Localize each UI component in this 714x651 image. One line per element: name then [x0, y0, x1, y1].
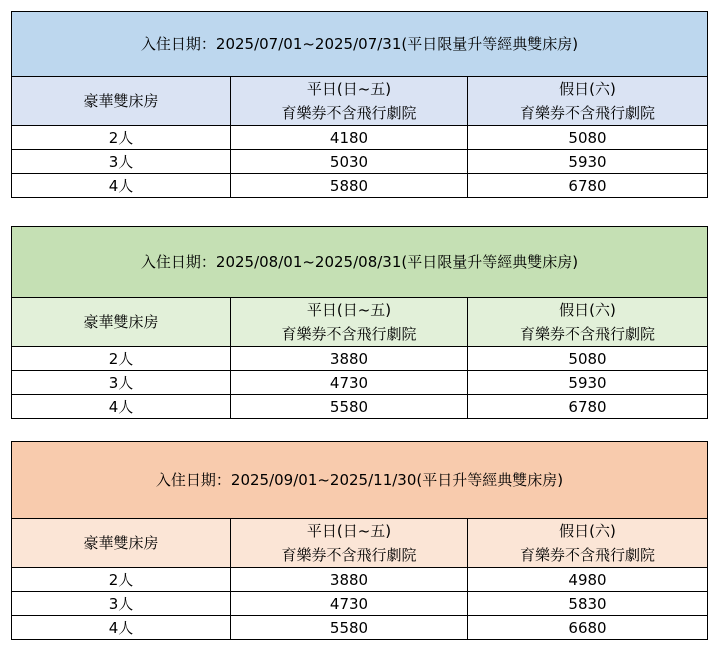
holiday-header-line1: 假日(六) [559, 301, 616, 319]
weekday-header-line2: 育樂券不含飛行劇院 [281, 104, 417, 122]
holiday-price-cell: 5830 [468, 592, 708, 616]
holiday-header [468, 298, 708, 347]
weekday-price-cell: 4730 [231, 592, 468, 616]
guests-cell: 3人 [12, 371, 231, 395]
holiday-price-cell: 5930 [468, 371, 708, 395]
guests-cell: 3人 [12, 592, 231, 616]
rate-table-september-november [11, 441, 708, 640]
weekday-price-cell: 5580 [231, 616, 468, 640]
weekday-price-cell: 4180 [231, 126, 468, 150]
holiday-header [468, 77, 708, 126]
weekday-header [231, 77, 468, 126]
rate-table-july [11, 11, 708, 198]
holiday-header-line2: 育樂券不含飛行劇院 [519, 325, 655, 343]
holiday-price-cell: 5930 [468, 150, 708, 174]
holiday-header-line1: 假日(六) [559, 80, 616, 98]
holiday-price-cell: 5080 [468, 347, 708, 371]
holiday-price-cell: 6780 [468, 174, 708, 198]
guests-cell: 2人 [12, 126, 231, 150]
guests-cell: 3人 [12, 150, 231, 174]
weekday-header-line2: 育樂券不含飛行劇院 [281, 325, 417, 343]
room-type-header: 豪華雙床房 [12, 77, 231, 126]
guests-cell: 2人 [12, 568, 231, 592]
holiday-price-cell: 6780 [468, 395, 708, 419]
guests-cell: 4人 [12, 174, 231, 198]
room-type-header: 豪華雙床房 [12, 519, 231, 568]
weekday-header-line1: 平日(日~五) [306, 301, 392, 319]
holiday-header-line1: 假日(六) [559, 522, 616, 540]
holiday-header-line2: 育樂券不含飛行劇院 [519, 104, 655, 122]
table-title: 入住日期：2025/09/01~2025/11/30(平日升等經典雙床房) [12, 442, 708, 519]
holiday-price-cell: 6680 [468, 616, 708, 640]
table-row [12, 568, 708, 592]
table-row [12, 174, 708, 198]
weekday-header-line2: 育樂券不含飛行劇院 [281, 546, 417, 564]
weekday-header [231, 519, 468, 568]
rate-table-august [11, 226, 708, 419]
weekday-price-cell: 4730 [231, 371, 468, 395]
weekday-price-cell: 5030 [231, 150, 468, 174]
guests-cell: 4人 [12, 616, 231, 640]
holiday-header [468, 519, 708, 568]
table-row [12, 395, 708, 419]
weekday-price-cell: 5880 [231, 174, 468, 198]
weekday-header-line1: 平日(日~五) [306, 522, 392, 540]
table-row [12, 126, 708, 150]
room-type-header: 豪華雙床房 [12, 298, 231, 347]
table-row [12, 616, 708, 640]
weekday-price-cell: 3880 [231, 568, 468, 592]
table-row [12, 347, 708, 371]
holiday-header-line2: 育樂券不含飛行劇院 [519, 546, 655, 564]
holiday-price-cell: 5080 [468, 126, 708, 150]
table-row [12, 150, 708, 174]
guests-cell: 4人 [12, 395, 231, 419]
weekday-price-cell: 3880 [231, 347, 468, 371]
guests-cell: 2人 [12, 347, 231, 371]
weekday-header-line1: 平日(日~五) [306, 80, 392, 98]
weekday-price-cell: 5580 [231, 395, 468, 419]
table-row [12, 592, 708, 616]
holiday-price-cell: 4980 [468, 568, 708, 592]
table-title: 入住日期：2025/07/01~2025/07/31(平日限量升等經典雙床房) [12, 12, 708, 77]
table-title: 入住日期：2025/08/01~2025/08/31(平日限量升等經典雙床房) [12, 227, 708, 298]
weekday-header [231, 298, 468, 347]
table-row [12, 371, 708, 395]
